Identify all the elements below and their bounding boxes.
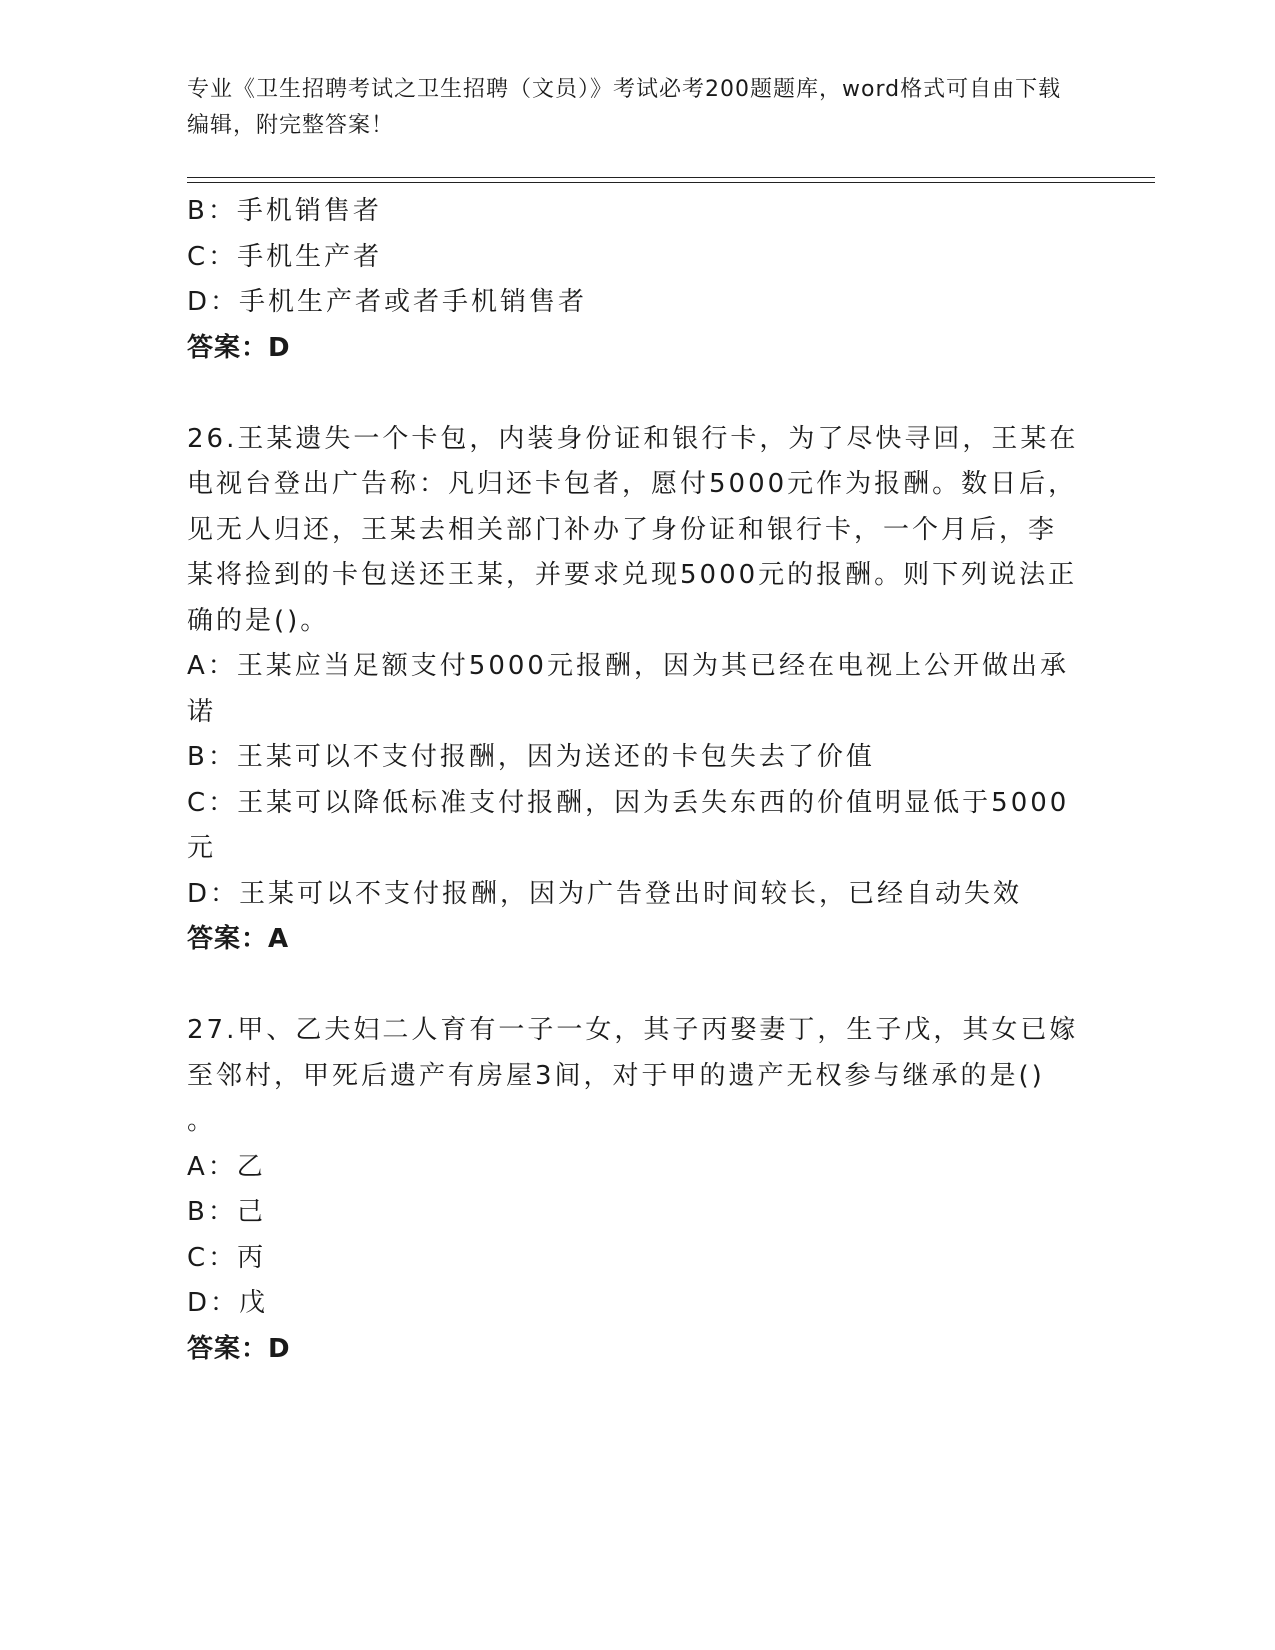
option-c: C：丙 (187, 1242, 267, 1273)
question-stem-line: 确的是()。 (187, 605, 330, 636)
question-stem-line: 。 (187, 1106, 217, 1136)
header-divider-bottom (187, 182, 1155, 183)
option-c-continued: 元 (187, 833, 217, 863)
question-stem-line: 电视台登出广告称：凡归还卡包者，愿付5000元作为报酬。数日后， (187, 469, 1078, 499)
option-b: B：王某可以不支付报酬，因为送还的卡包失去了价值 (187, 742, 875, 772)
option-d: D：王某可以不支付报酬，因为广告登出时间较长，已经自动失效 (187, 878, 1023, 909)
option-c: C：王某可以降低标准支付报酬，因为丢失东西的价值明显低于5000 (187, 787, 1070, 818)
question-content (187, 189, 1079, 1372)
option-b: B：己 (187, 1197, 266, 1227)
option-c: C：手机生产者 (187, 241, 383, 272)
option-d: D：手机生产者或者手机销售者 (187, 287, 588, 317)
option-a: A：乙 (187, 1151, 266, 1182)
question-stem-line: 某将捡到的卡包送还王某，并要求兑现5000元的报酬。则下列说法正 (187, 560, 1078, 590)
option-a: A：王某应当足额支付5000元报酬，因为其已经在电视上公开做出承 (187, 651, 1069, 681)
answer-label: 答案：D (187, 1333, 291, 1364)
answer-label: 答案：A (187, 924, 290, 954)
question-stem-line: 至邻村，甲死后遗产有房屋3间，对于甲的遗产无权参与继承的是() (187, 1060, 1045, 1091)
option-d: D：戊 (187, 1288, 269, 1318)
header-divider-top (187, 177, 1155, 178)
question-stem-line: 26.王某遗失一个卡包，内装身份证和银行卡，为了尽快寻回，王某在 (187, 423, 1079, 454)
spacer (187, 371, 1067, 417)
document-header: 专业《卫生招聘考试之卫生招聘（文员）》考试必考200题题库，word格式可自由下载编辑，附完整答案！ (187, 77, 1062, 138)
question-stem-line: 27.甲、乙夫妇二人育有一子一女，其子丙娶妻丁，生子戊，其女已嫁 (187, 1015, 1079, 1045)
option-b: B：手机销售者 (187, 196, 382, 226)
option-a-continued: 诺 (187, 696, 217, 727)
spacer (187, 963, 1067, 1009)
answer-label: 答案：D (187, 332, 291, 363)
question-stem-line: 见无人归还，王某去相关部门补办了身份证和银行卡，一个月后，李 (187, 514, 1058, 545)
